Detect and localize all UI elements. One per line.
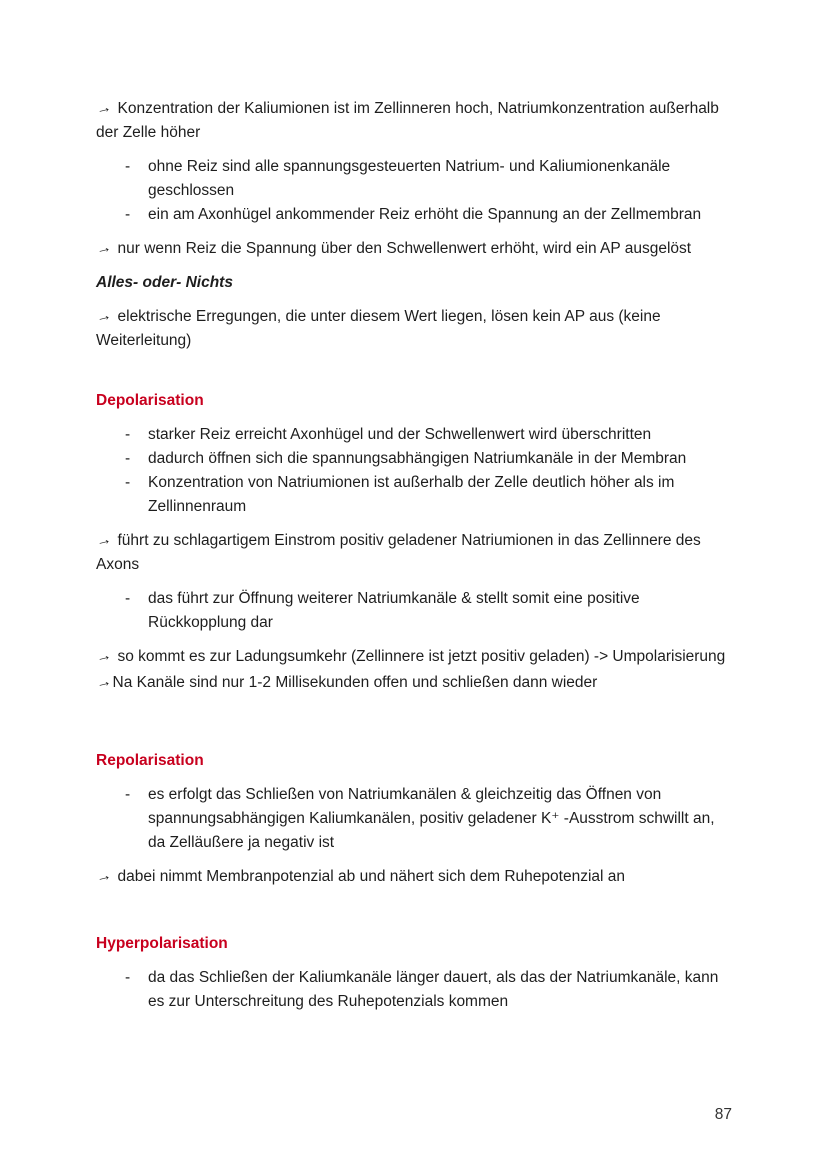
list-item [125, 423, 732, 447]
dash-bullet-icon: - [125, 786, 131, 803]
bullet-list-ruhezustand [96, 155, 732, 227]
list-item-text: starker Reiz erreicht Axonhügel und der Schwellenwert wird überschritten [148, 426, 652, 443]
list-item-text: ohne Reiz sind alle spannungsgesteuerten Natrium- und Kaliumionenkanäle geschlossen [148, 158, 671, 199]
list-item-text: ein am Axonhügel ankommender Reiz erhöht die Spannung an der Zellmembran [148, 206, 702, 223]
dash-bullet-icon: - [125, 450, 131, 467]
list-item-text: es erfolgt das Schließen von Natriumkanälen & gleichzeitig das Öffnen von spannungsabhängigen Kaliumkanälen, positiv geladener K⁺ -Ausstrom schwillt an, da Zelläußere ja negativ ist [148, 786, 715, 851]
paragraph-text: nur wenn Reiz die Spannung über den Schwellenwert erhöht, wird ein AP ausgelöst [117, 240, 692, 257]
paragraph-text: dabei nimmt Membranpotenzial ab und nähert sich dem Ruhepotenzial an [117, 868, 625, 885]
dash-bullet-icon: - [125, 426, 131, 443]
bullet-list-hyperpolarisation [96, 966, 732, 1014]
paragraph-text: so kommt es zur Ladungsumkehr (Zellinnere ist jetzt positiv geladen) -> Umpolarisierung [117, 648, 726, 665]
dash-bullet-icon: - [125, 158, 131, 175]
bullet-list-repolarisation [96, 783, 732, 855]
list-item [125, 587, 732, 635]
list-item [125, 966, 732, 1014]
arrow-icon: → [94, 672, 114, 693]
paragraph-elektrische-erregungen [96, 305, 732, 353]
subheading-alles-oder-nichts: Alles- oder- Nichts [96, 274, 233, 291]
paragraph-text: elektrische Erregungen, die unter diesem Wert liegen, lösen kein AP aus (keine Weiterleitung) [96, 308, 661, 349]
dash-bullet-icon: - [125, 206, 131, 223]
list-item-text: Konzentration von Natriumionen ist außerhalb der Zelle deutlich höher als im Zellinnenraum [148, 474, 675, 515]
paragraph-na-kanaele [96, 671, 732, 695]
arrow-icon: → [94, 238, 114, 259]
page-number: 87 [714, 1106, 732, 1123]
heading-depolarisation: Depolarisation [96, 392, 204, 409]
list-item [125, 783, 732, 855]
arrow-icon: → [94, 646, 114, 667]
heading-hyperpolarisation: Hyperpolarisation [96, 935, 228, 952]
paragraph-schwellenwert [96, 237, 732, 261]
list-item [125, 203, 732, 227]
paragraph-kalium-konzentration [96, 97, 732, 145]
paragraph-text: Na Kanäle sind nur 1-2 Millisekunden offen und schließen dann wieder [112, 674, 598, 691]
bullet-list-rueckkopplung [96, 587, 732, 635]
arrow-icon: → [94, 530, 114, 551]
paragraph-text: Konzentration der Kaliumionen ist im Zellinneren hoch, Natriumkonzentration außerhalb der Zelle höher [96, 100, 719, 141]
dash-bullet-icon: - [125, 474, 131, 491]
list-item [125, 471, 732, 519]
arrow-icon: → [94, 306, 114, 327]
bullet-list-depolarisation [96, 423, 732, 519]
list-item-text: da das Schließen der Kaliumkanäle länger dauert, als das der Natriumkanäle, kann es zur Unterschreitung des Ruhepotenzials kommen [148, 969, 719, 1010]
list-item-text: dadurch öffnen sich die spannungsabhängigen Natriumkanäle in der Membran [148, 450, 687, 467]
list-item [125, 155, 732, 203]
arrow-icon: → [94, 866, 114, 887]
paragraph-text: führt zu schlagartigem Einstrom positiv geladener Natriumionen in das Zellinnere des Axons [96, 532, 701, 573]
arrow-icon: → [94, 98, 114, 119]
dash-bullet-icon: - [125, 969, 131, 986]
list-item [125, 447, 732, 471]
paragraph-membranpotenzial [96, 865, 732, 889]
list-item-text: das führt zur Öffnung weiterer Natriumkanäle & stellt somit eine positive Rückkopplung dar [148, 590, 640, 631]
dash-bullet-icon: - [125, 590, 131, 607]
paragraph-ladungsumkehr [96, 645, 732, 669]
heading-repolarisation: Repolarisation [96, 752, 204, 769]
paragraph-einstrom [96, 529, 732, 577]
